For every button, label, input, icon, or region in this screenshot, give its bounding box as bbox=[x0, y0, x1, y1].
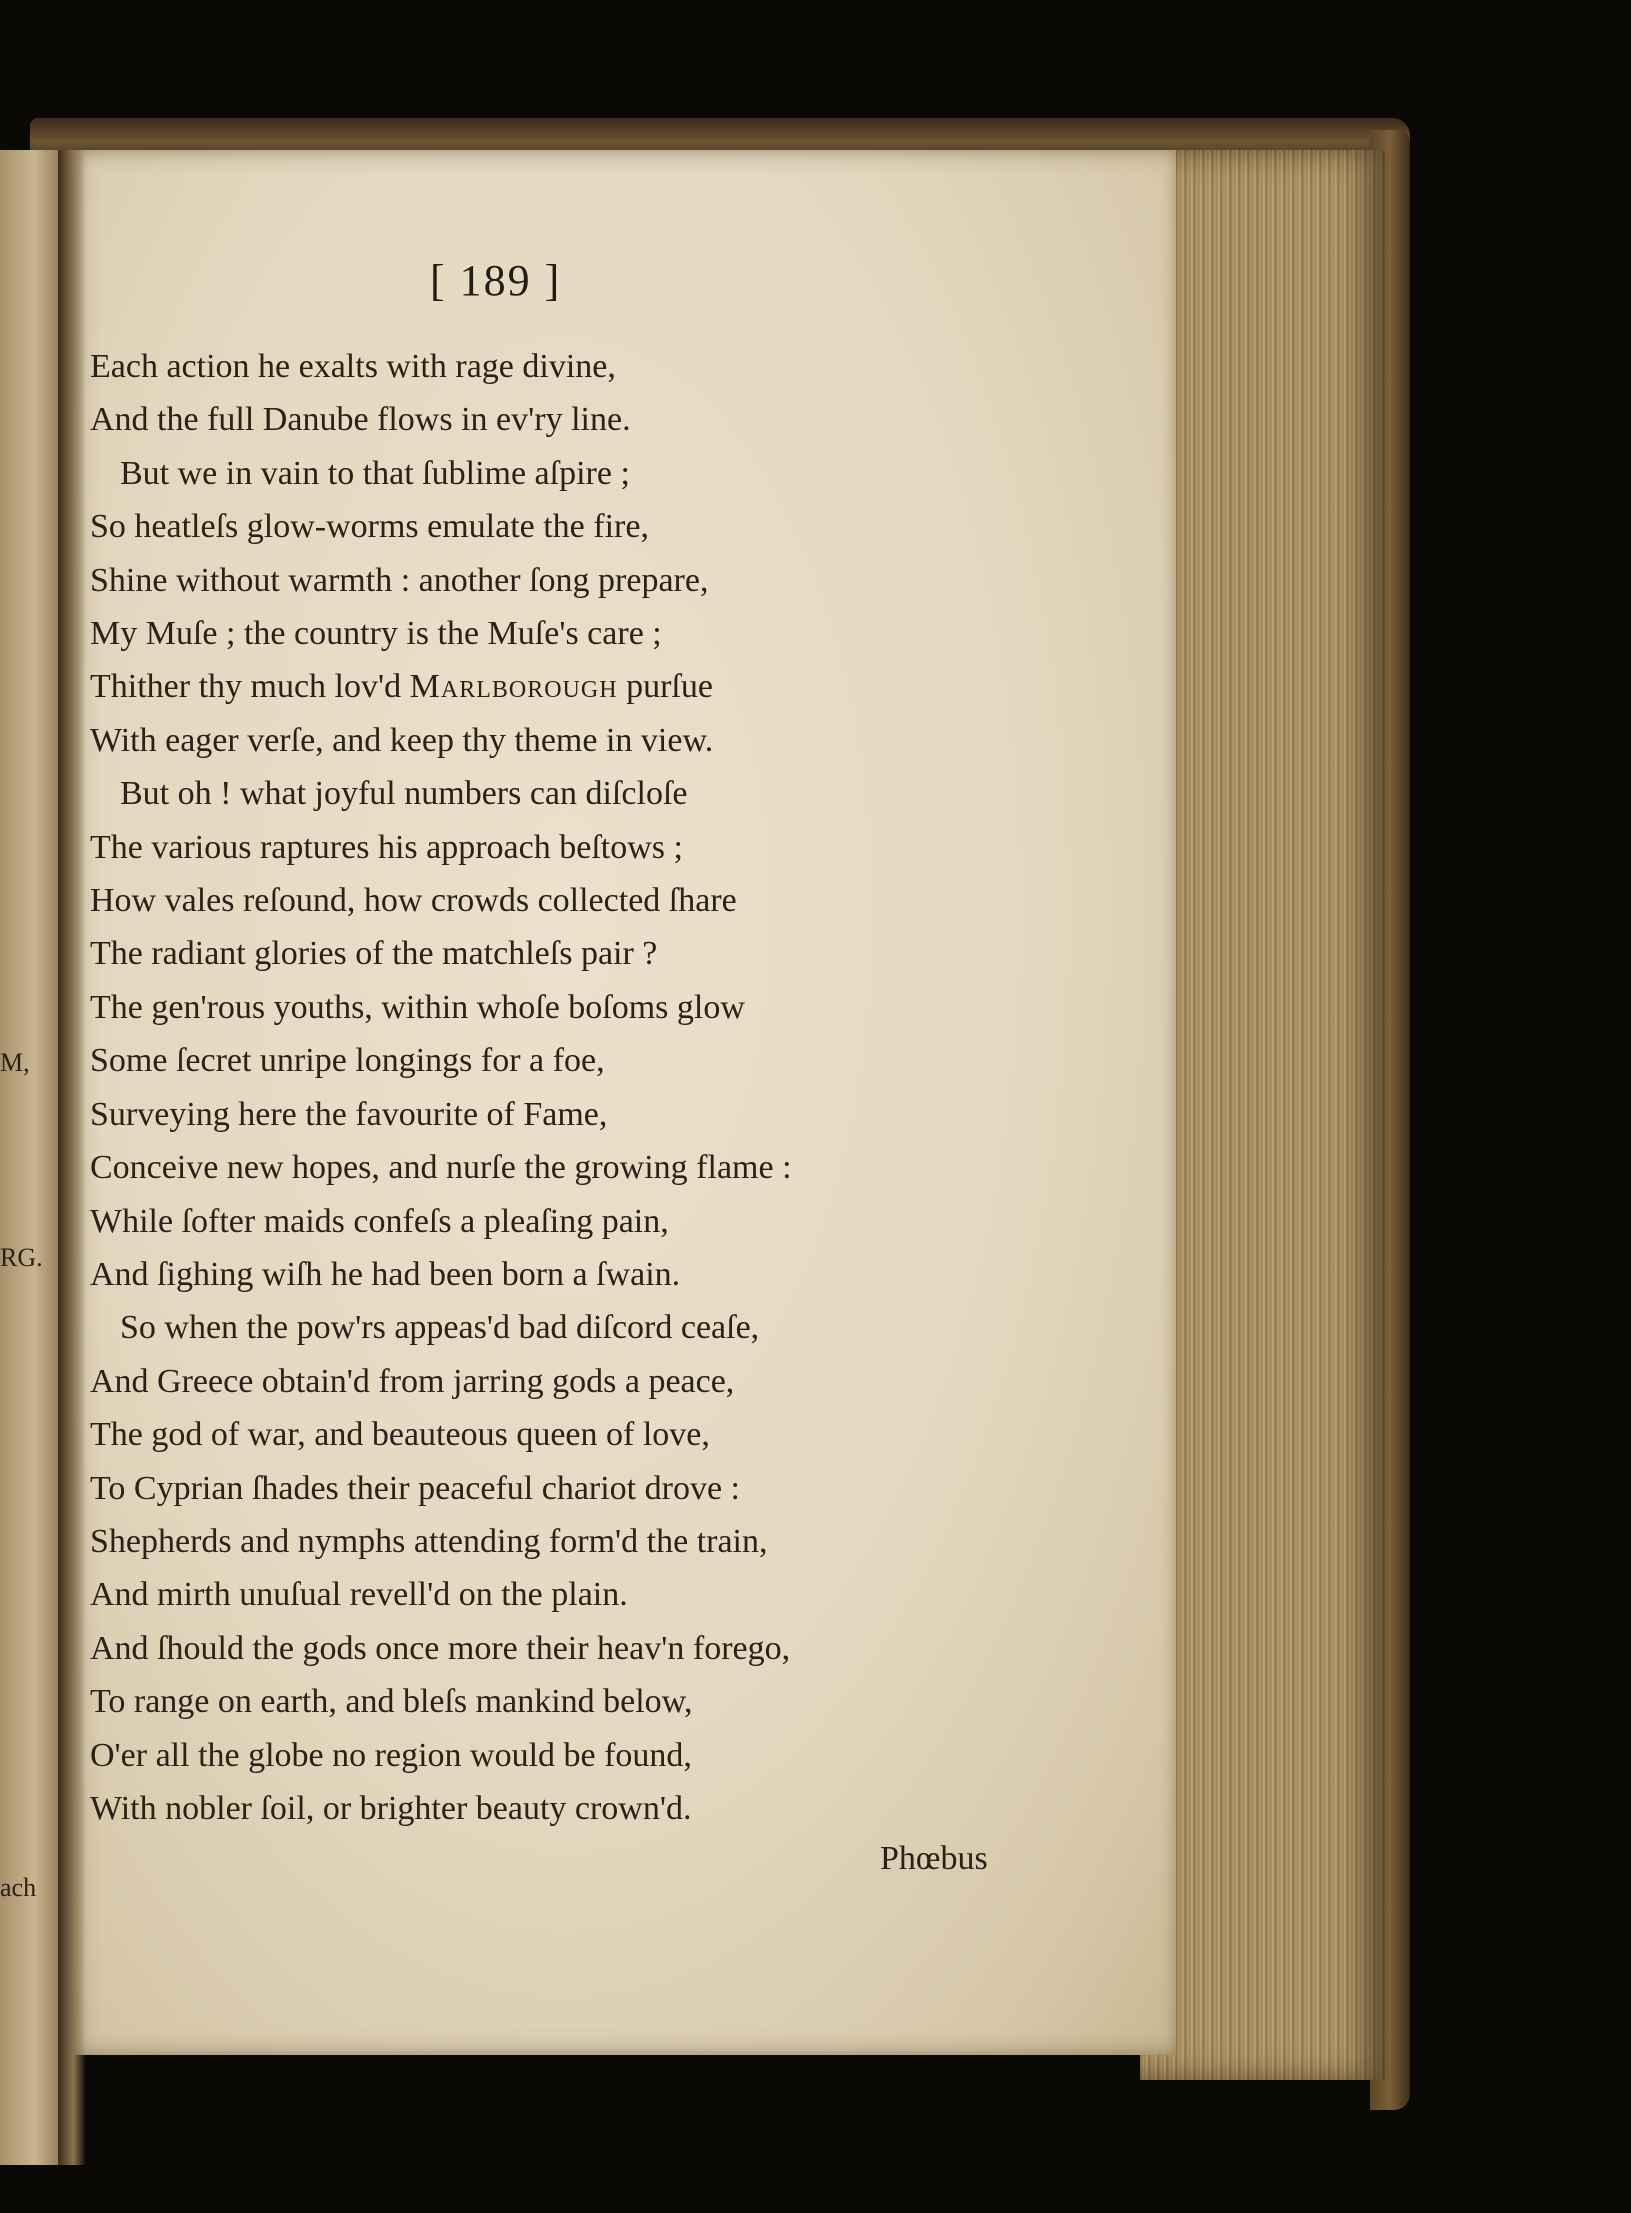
verse-line: With eager verſe, and keep thy theme in view. bbox=[90, 721, 714, 759]
verse-line bbox=[90, 660, 1050, 713]
poem-text bbox=[90, 340, 1050, 1835]
verse-line: My Muſe ; the country is the Muſe's care ; bbox=[90, 615, 662, 653]
verse-line: And Greece obtain'd from jarring gods a peace, bbox=[90, 1362, 735, 1400]
small-caps-name: Marlborough bbox=[409, 668, 618, 706]
page-number: [ 189 ] bbox=[430, 256, 562, 305]
verse-text: purſue bbox=[617, 668, 713, 706]
verse-line: And the full Danube flows in ev'ry line. bbox=[90, 401, 631, 439]
spine-gutter bbox=[58, 150, 86, 2165]
verse-line: Each action he exalts with rage divine, bbox=[90, 348, 616, 385]
verse-line: And ſhould the gods once more their heav'n forego, bbox=[90, 1629, 791, 1667]
verse-line: Shepherds and nymphs attending form'd the train, bbox=[90, 1522, 768, 1560]
verse-line: O'er all the globe no region would be found, bbox=[90, 1736, 692, 1774]
verse-line: And mirth unuſual revell'd on the plain. bbox=[90, 1576, 628, 1614]
catchword: Phœbus bbox=[880, 1840, 988, 1877]
verse-line: The god of war, and beauteous queen of love, bbox=[90, 1416, 710, 1454]
page-fore-edge bbox=[1140, 150, 1385, 2080]
verse-line: Shine without warmth : another ſong prepare, bbox=[90, 561, 709, 599]
verse-line: And ſighing wiſh he had been born a ſwain. bbox=[90, 1255, 681, 1293]
verse-line: The various raptures his approach beſtows ; bbox=[90, 828, 683, 866]
verse-line: While ſofter maids confeſs a pleaſing pain, bbox=[90, 1202, 669, 1240]
verse-text: Thither thy much lov'd bbox=[90, 668, 410, 706]
previous-page-edge bbox=[0, 150, 62, 2165]
verse-line: The gen'rous youths, within whoſe boſoms glow bbox=[90, 988, 745, 1026]
left-page-fragment: ach bbox=[0, 1873, 37, 1902]
verse-line: With nobler ſoil, or brighter beauty crown'd. bbox=[90, 1789, 692, 1827]
verse-line: To range on earth, and bleſs mankind below, bbox=[90, 1683, 693, 1721]
verse-line: So heatleſs glow-worms emulate the fire, bbox=[90, 508, 649, 546]
verse-line: But oh ! what joyful numbers can diſcloſe bbox=[120, 775, 688, 813]
verse-line: Surveying here the favourite of Fame, bbox=[90, 1095, 608, 1133]
verse-line: To Cyprian ſhades their peaceful chariot drove : bbox=[90, 1469, 740, 1507]
verse-line: How vales reſound, how crowds collected ſhare bbox=[90, 882, 737, 920]
verse-line: But we in vain to that ſublime aſpire ; bbox=[120, 454, 630, 492]
left-page-fragment: RG. bbox=[0, 1243, 43, 1272]
verse-line: So when the pow'rs appeas'd bad diſcord ceaſe, bbox=[120, 1309, 760, 1347]
verse-line: Some ſecret unripe longings for a foe, bbox=[90, 1042, 605, 1080]
verse-line: The radiant glories of the matchleſs pair ? bbox=[90, 935, 658, 973]
left-page-fragment: M, bbox=[0, 1048, 30, 1077]
verse-line: Conceive new hopes, and nurſe the growing flame : bbox=[90, 1149, 792, 1187]
